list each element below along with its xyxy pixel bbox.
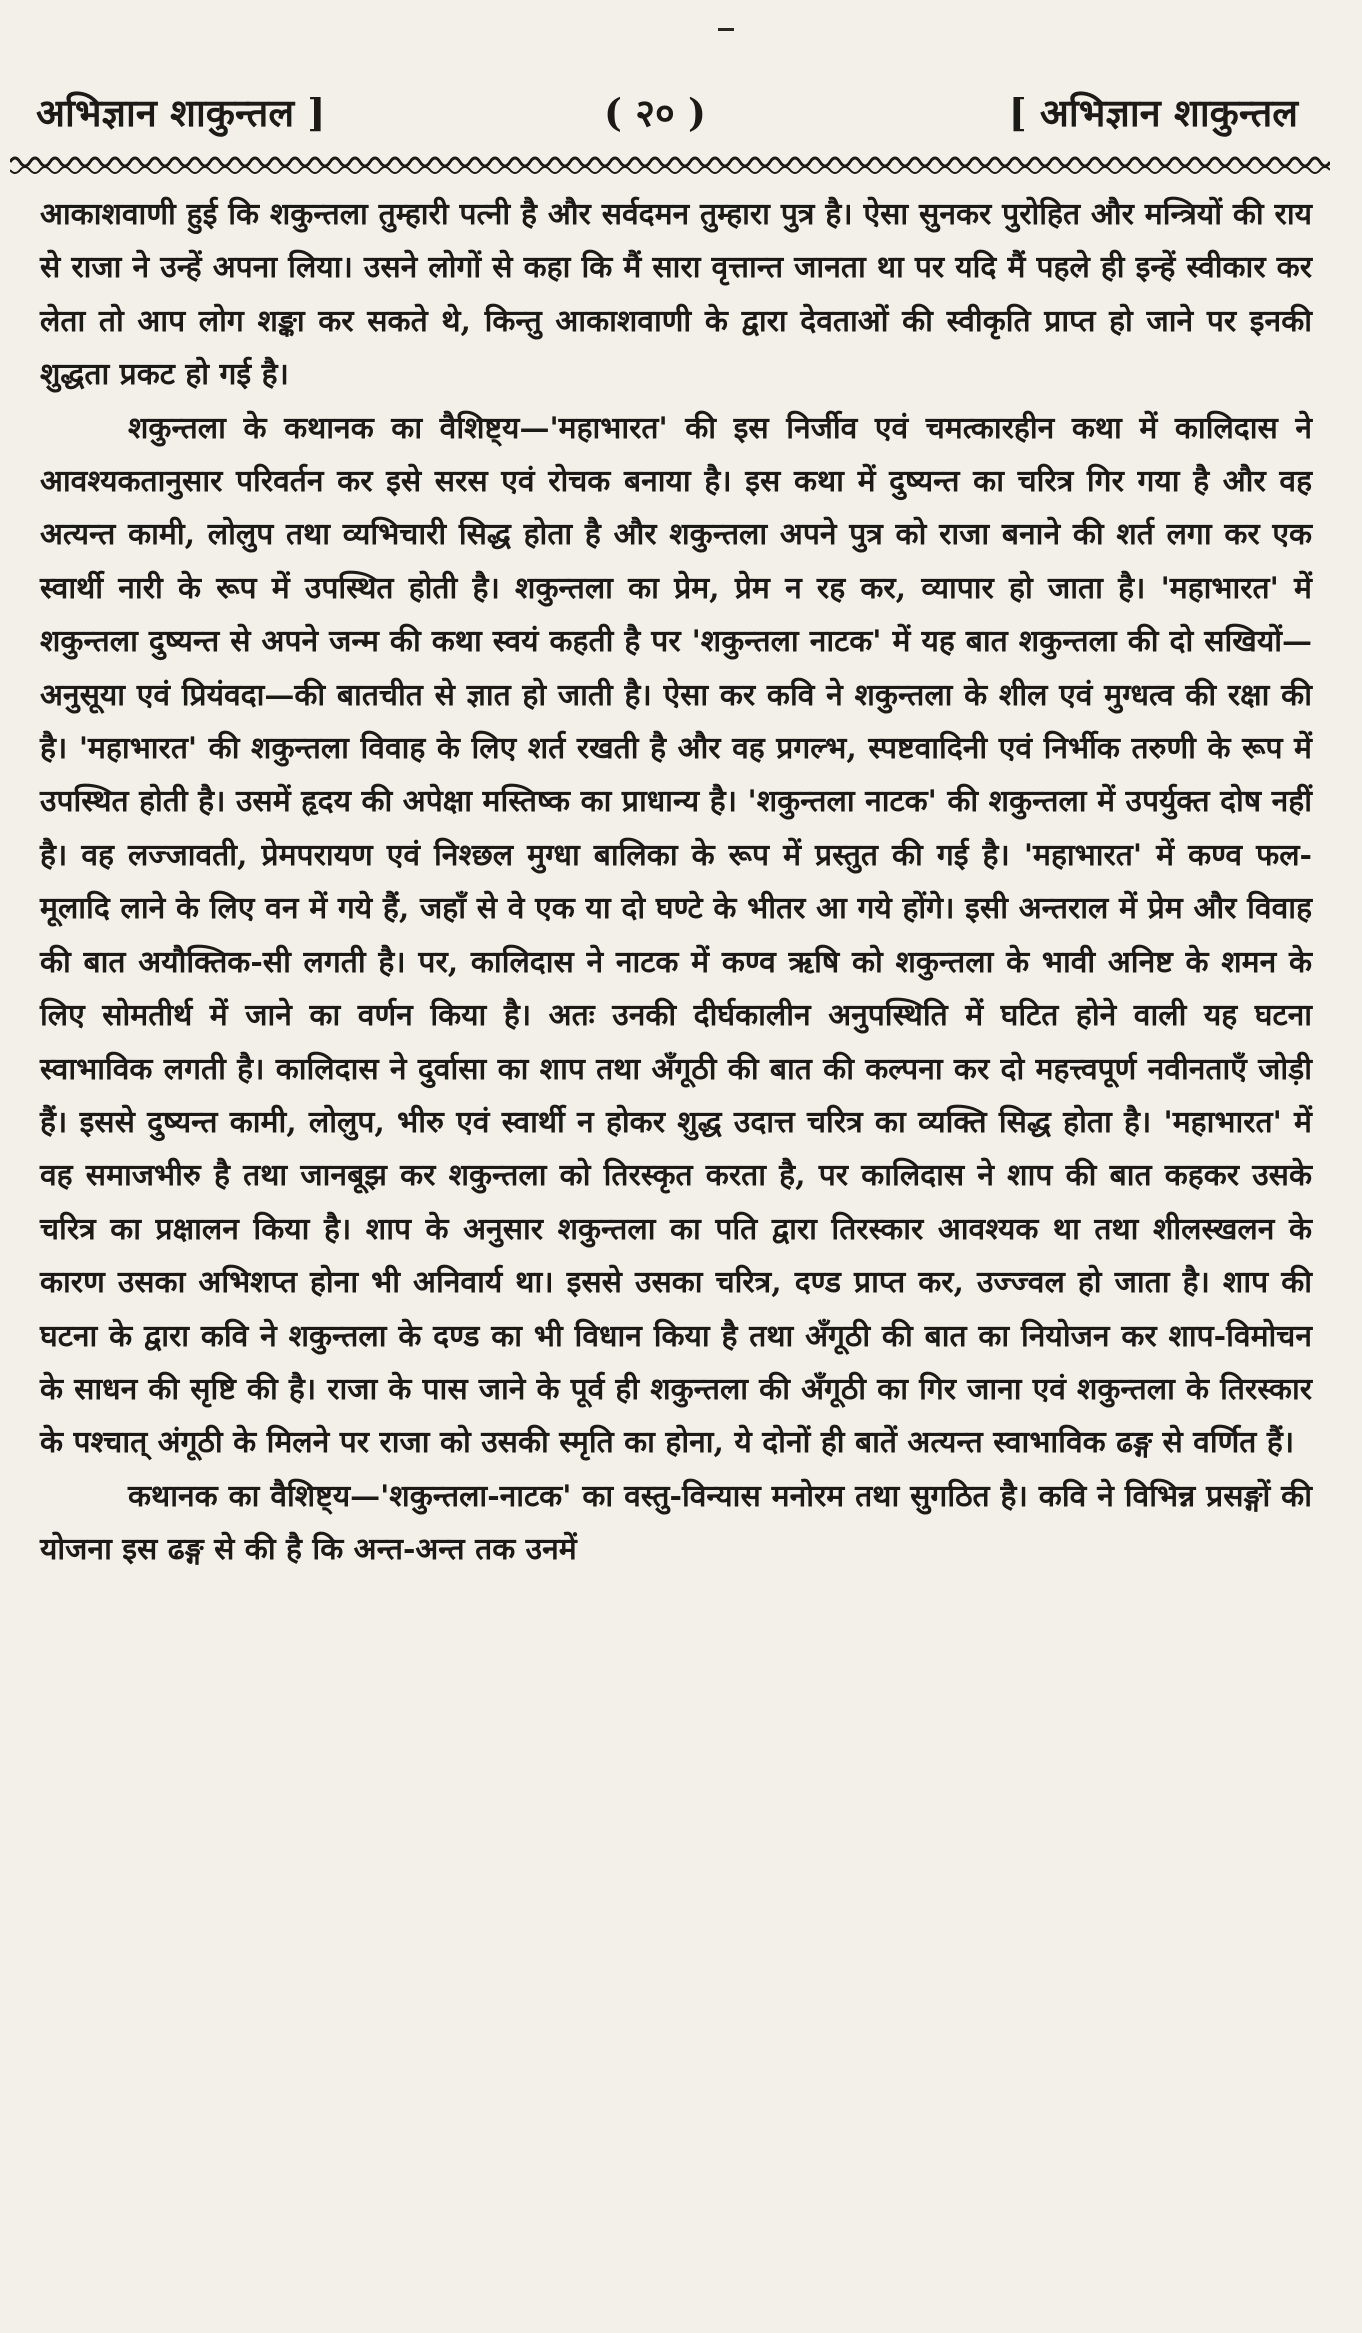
paragraph-1: आकाशवाणी हुई कि शकुन्तला तुम्हारी पत्नी है और सर्वदमन तुम्हारा पुत्र है। ऐसा सुनकर पुरोहित और मन्त्रियों की राय से राजा ने उन्हें अपना लिया। उसने लोगों से कहा कि मैं सारा वृत्तान्त जानता था पर यदि मैं पहले ही इन्हें स्वीकार कर लेता तो आप लोग शङ्का कर सकते थे, किन्तु आकाशवाणी के द्वारा देवताओं की स्वीकृति प्राप्त हो जाने पर इनकी शुद्धता प्रकट हो गई है। (40, 197, 1312, 393)
header-left-title: अभिज्ञान शाकुन्तल ] (36, 90, 326, 135)
decorative-wave-rule (10, 150, 1330, 180)
running-header (36, 80, 1298, 150)
paragraph-3: कथानक का वैशिष्ट्य—'शकुन्तला-नाटक' का वस्तु-विन्यास मनोरम तथा सुगठित है। कवि ने विभिन्न प्रसङ्गों की योजना इस ढङ्ग से की है कि अन्त-अन्त तक उनमें (40, 1478, 1312, 1568)
page-number: ( २० ) (604, 90, 706, 135)
paragraph-2: शकुन्तला के कथानक का वैशिष्ट्य—'महाभारत' की इस निर्जीव एवं चमत्कारहीन कथा में कालिदास ने आवश्यकतानुसार परिवर्तन कर इसे सरस एवं रोचक बनाया है। इस कथा में दुष्यन्त का चरित्र गिर गया है और वह अत्यन्त कामी, लोलुप तथा व्यभिचारी सिद्ध होता है और शकुन्तला अपने पुत्र को राजा बनाने की शर्त लगा कर एक स्वार्थी नारी के रूप में उपस्थित होती है। शकुन्तला का प्रेम, प्रेम न रह कर, व्यापार हो जाता है। 'महाभारत' में शकुन्तला दुष्यन्त से अपने जन्म की कथा स्वयं कहती है पर 'शकुन्तला नाटक' में यह बात शकुन्तला की दो सखियों—अनुसूया एवं प्रियंवदा—की बातचीत से ज्ञात हो जाती है। ऐसा कर कवि ने शकुन्तला के शील एवं मुग्धत्व की रक्षा की है। 'महाभारत' की शकुन्तला विवाह के लिए शर्त रखती है और वह प्रगल्भ, स्पष्टवादिनी एवं निर्भीक तरुणी के रूप में उपस्थित होती है। उसमें हृदय की अपेक्षा मस्तिष्क का प्राधान्य है। 'शकुन्तला नाटक' की शकुन्तला में उपर्युक्त दोष नहीं है। वह लज्जावती, प्रेमपरायण एवं निश्छल मुग्धा बालिका के रूप में प्रस्तुत की गई है। 'महाभारत' में कण्व फल-मूलादि लाने के लिए वन में गये हैं, जहाँ से वे एक या दो घण्टे के भीतर आ गये होंगे। इसी अन्तराल में प्रेम और विवाह की बात अयौक्तिक-सी लगती है। पर, कालिदास ने नाटक में कण्व ऋषि को शकुन्तला के भावी अनिष्ट के शमन के लिए सोमतीर्थ में जाने का वर्णन किया है। अतः उनकी दीर्घकालीन अनुपस्थिति में घटित होने वाली यह घटना स्वाभाविक लगती है। कालिदास ने दुर्वासा का शाप तथा अँगूठी की बात की कल्पना कर दो महत्त्वपूर्ण नवीनताएँ जोड़ी हैं। इससे दुष्यन्त कामी, लोलुप, भीरु एवं स्वार्थी न होकर शुद्ध उदात्त चरित्र का व्यक्ति सिद्ध होता है। 'महाभारत' में वह समाजभीरु है तथा जानबूझ कर शकुन्तला को तिरस्कृत करता है, पर कालिदास ने शाप की बात कहकर उसके चरित्र का प्रक्षालन किया है। शाप के अनुसार शकुन्तला का पति द्वारा तिरस्कार आवश्यक था तथा शीलस्खलन के कारण उसका अभिशप्त होना भी अनिवार्य था। इससे उसका चरित्र, दण्ड प्राप्त कर, उज्ज्वल हो जाता है। शाप की घटना के द्वारा कवि ने शकुन्तला के दण्ड का भी विधान किया है तथा अँगूठी की बात का नियोजन कर शाप-विमोचन के साधन की सृष्टि की है। राजा के पास जाने के पूर्व ही शकुन्तला की अँगूठी का गिर जाना एवं शकुन्तला के तिरस्कार के पश्चात् अंगूठी के मिलने पर राजा को उसकी स्मृति का होना, ये दोनों ही बातें अत्यन्त स्वाभाविक ढङ्ग से वर्णित हैं। (40, 410, 1312, 1461)
header-right-title: [ अभिज्ञान शाकुन्तल (1008, 90, 1298, 135)
top-mark (718, 28, 734, 31)
body-text (40, 188, 1312, 1577)
